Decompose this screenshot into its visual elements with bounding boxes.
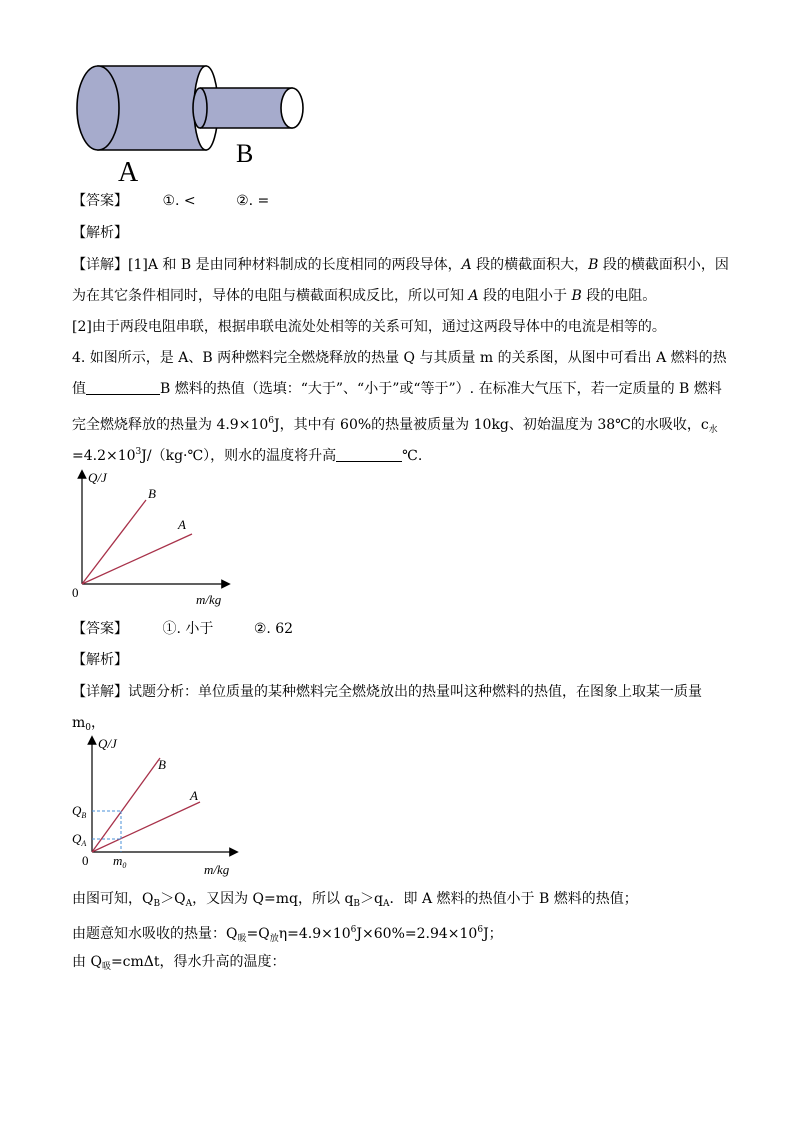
q3-detail-line-1: 【详解】[1]A 和 B 是由同种材料制成的长度相同的两段导体，A 段的横截面积大，B 段的横截面积小，因 xyxy=(72,257,729,273)
answer-2: ②. 62 xyxy=(253,621,294,637)
line-b xyxy=(82,500,146,584)
q4-conclusion-1: 由图可知，$Q_B>Q_A$，又因为 Q=mq，所以 $q_B>q_A$．即 A 燃料的热值小于 B 燃料的热值； xyxy=(72,891,638,909)
m0-label: $m_0$ xyxy=(113,853,127,870)
cylinder-b-face xyxy=(281,88,303,128)
answer-tag: 【答案】 xyxy=(72,621,128,637)
qa-label: $Q_A$ xyxy=(72,831,87,848)
y-axis-label: Q/J xyxy=(98,736,117,751)
answer-tag: 【答案】 xyxy=(72,193,128,209)
q3-detail-line-3: [2]由于两段电阻串联，根据串联电流处处相等的关系可知，通过这两段导体中的电流是相等的。 xyxy=(72,319,666,335)
q-m-graph xyxy=(66,466,246,612)
line-a xyxy=(92,802,200,852)
q4-detail-line-2: $m_0$， xyxy=(72,715,106,733)
q4-answer-line xyxy=(72,620,293,638)
q4-line-2: 值 B 燃料的热值（选填：“大于”、“小于”或“等于”）. 在标准大气压下，若一定质量的 B 燃料 xyxy=(72,381,722,397)
label-b: B xyxy=(236,139,254,168)
answer-blank-2[interactable] xyxy=(336,447,402,462)
cylinder-b-back xyxy=(193,88,207,128)
q3-answer-line xyxy=(72,192,269,210)
x-axis-label: m/kg xyxy=(204,862,230,877)
qb-label: $Q_B$ xyxy=(72,803,87,820)
answer-1: ①. 小于 xyxy=(162,621,214,637)
answer-1: ①. < xyxy=(162,193,196,209)
q3-detail-line-2: 为在其它条件相同时，导体的电阻与横截面积成反比，所以可知 A 段的电阻小于 B 段的电阻。 xyxy=(72,288,657,304)
origin-label: 0 xyxy=(82,853,89,868)
line-a-label: A xyxy=(190,788,198,803)
cylinder-b-body xyxy=(200,88,292,128)
conductor-figure xyxy=(70,58,310,188)
q4-line-3: 完全燃烧释放的热量为 $4.9\times 10^6J$，其中有 60%的热量被质量为 10kg、初始温度为 38℃的水吸收，$c_水$ xyxy=(72,416,718,435)
q4-conclusion-3: 由 $Q_吸=cm\Delta t$，得水升高的温度： xyxy=(72,954,286,972)
q4-conclusion-2: 由题意知水吸收的热量：$Q_吸=Q_放\eta=4.9\times 10^6J\times 60\%=2.94\times 10^6J$； xyxy=(72,925,503,944)
q4-line-4: $=4.2\times 10^3J/(kg\cdot℃)$，则水的温度将升高 ℃. xyxy=(72,447,423,464)
q-m-graph-annotated xyxy=(66,734,246,880)
line-b-label: B xyxy=(158,757,166,772)
q3-analysis-tag: 【解析】 xyxy=(72,225,128,241)
line-b-label: B xyxy=(148,486,156,501)
cylinder-a-back xyxy=(77,66,119,150)
q4-detail-line-1: 【详解】试题分析：单位质量的某种燃料完全燃烧放出的热量叫这种燃料的热值，在图象上取某一质量 xyxy=(72,684,702,700)
answer-blank-1[interactable] xyxy=(86,380,160,395)
label-a: A xyxy=(118,157,139,188)
line-b xyxy=(92,758,160,852)
x-axis-label: m/kg xyxy=(196,592,222,607)
q4-analysis-tag: 【解析】 xyxy=(72,652,128,668)
line-a-label: A xyxy=(178,517,186,532)
y-axis-label: Q/J xyxy=(88,470,107,485)
origin-label: 0 xyxy=(72,585,79,600)
answer-2: ②. = xyxy=(236,193,270,209)
line-a xyxy=(82,534,192,584)
q4-line-1: 4. 如图所示，是 A、B 两种燃料完全燃烧释放的热量 Q 与其质量 m 的关系图，从图中可看出 A 燃料的热 xyxy=(72,350,727,366)
